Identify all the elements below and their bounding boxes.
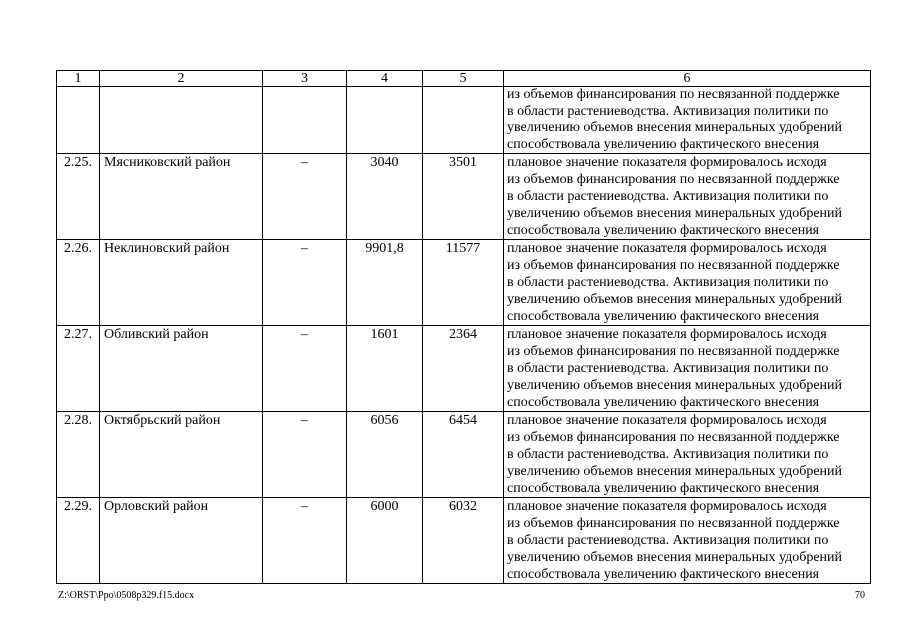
- cell-c5: [423, 87, 504, 154]
- cell-num: [57, 87, 100, 154]
- cell-c3: [263, 87, 347, 154]
- cell-c3: –: [263, 412, 347, 498]
- table-header-row: [57, 71, 871, 87]
- footer-file-path: Z:\ORST\Ppo\0508p329.f15.docx: [58, 590, 195, 601]
- cell-c5: 3501: [423, 154, 504, 240]
- cell-c3: –: [263, 154, 347, 240]
- cell-c5: 6032: [423, 498, 504, 584]
- cell-c4: [347, 87, 423, 154]
- cell-num: 2.29.: [57, 498, 100, 584]
- cell-c5: 11577: [423, 240, 504, 326]
- cell-c5: 2364: [423, 326, 504, 412]
- cell-note: из объемов финансирования по несвязанной поддержке в области растениеводства. Активизация политики по увеличению объемов внесения минеральных удобрений способствовала увеличению фактического внесения: [504, 87, 871, 154]
- cell-num: 2.26.: [57, 240, 100, 326]
- cell-name: Октябрьский район: [100, 412, 263, 498]
- data-table: [56, 70, 871, 584]
- cell-name: Орловский район: [100, 498, 263, 584]
- cell-name: Мясниковский район: [100, 154, 263, 240]
- cell-name: Обливский район: [100, 326, 263, 412]
- table-row: [57, 498, 871, 584]
- cell-note: плановое значение показателя формировалось исходя из объемов финансирования по несвязанной поддержке в области растениеводства. Активизация политики по увеличению объемов внесения минеральных удобрений способствовала увеличению фактического внесения: [504, 154, 871, 240]
- cell-c3: –: [263, 326, 347, 412]
- cell-note: плановое значение показателя формировалось исходя из объемов финансирования по несвязанной поддержке в области растениеводства. Активизация политики по увеличению объемов внесения минеральных удобрений способствовала увеличению фактического внесения: [504, 240, 871, 326]
- cell-note: плановое значение показателя формировалось исходя из объемов финансирования по несвязанной поддержке в области растениеводства. Активизация политики по увеличению объемов внесения минеральных удобрений способствовала увеличению фактического внесения: [504, 412, 871, 498]
- cell-note: плановое значение показателя формировалось исходя из объемов финансирования по несвязанной поддержке в области растениеводства. Активизация политики по увеличению объемов внесения минеральных удобрений способствовала увеличению фактического внесения: [504, 326, 871, 412]
- cell-num: 2.27.: [57, 326, 100, 412]
- cell-num: 2.25.: [57, 154, 100, 240]
- column-header: 3: [263, 71, 347, 87]
- cell-c5: 6454: [423, 412, 504, 498]
- column-header: 6: [504, 71, 871, 87]
- table-row: [57, 326, 871, 412]
- footer-page-number: 70: [855, 590, 865, 601]
- column-header: 1: [57, 71, 100, 87]
- cell-name: [100, 87, 263, 154]
- cell-c3: –: [263, 498, 347, 584]
- table-row: [57, 412, 871, 498]
- cell-note: плановое значение показателя формировалось исходя из объемов финансирования по несвязанной поддержке в области растениеводства. Активизация политики по увеличению объемов внесения минеральных удобрений способствовала увеличению фактического внесения: [504, 498, 871, 584]
- column-header: 5: [423, 71, 504, 87]
- cell-c4: 6056: [347, 412, 423, 498]
- cell-name: Неклиновский район: [100, 240, 263, 326]
- column-header: 4: [347, 71, 423, 87]
- table-row-continuation: [57, 87, 871, 154]
- cell-c4: 9901,8: [347, 240, 423, 326]
- cell-c4: 6000: [347, 498, 423, 584]
- cell-c4: 3040: [347, 154, 423, 240]
- cell-num: 2.28.: [57, 412, 100, 498]
- table-row: [57, 154, 871, 240]
- table-row: [57, 240, 871, 326]
- cell-c4: 1601: [347, 326, 423, 412]
- column-header: 2: [100, 71, 263, 87]
- cell-c3: –: [263, 240, 347, 326]
